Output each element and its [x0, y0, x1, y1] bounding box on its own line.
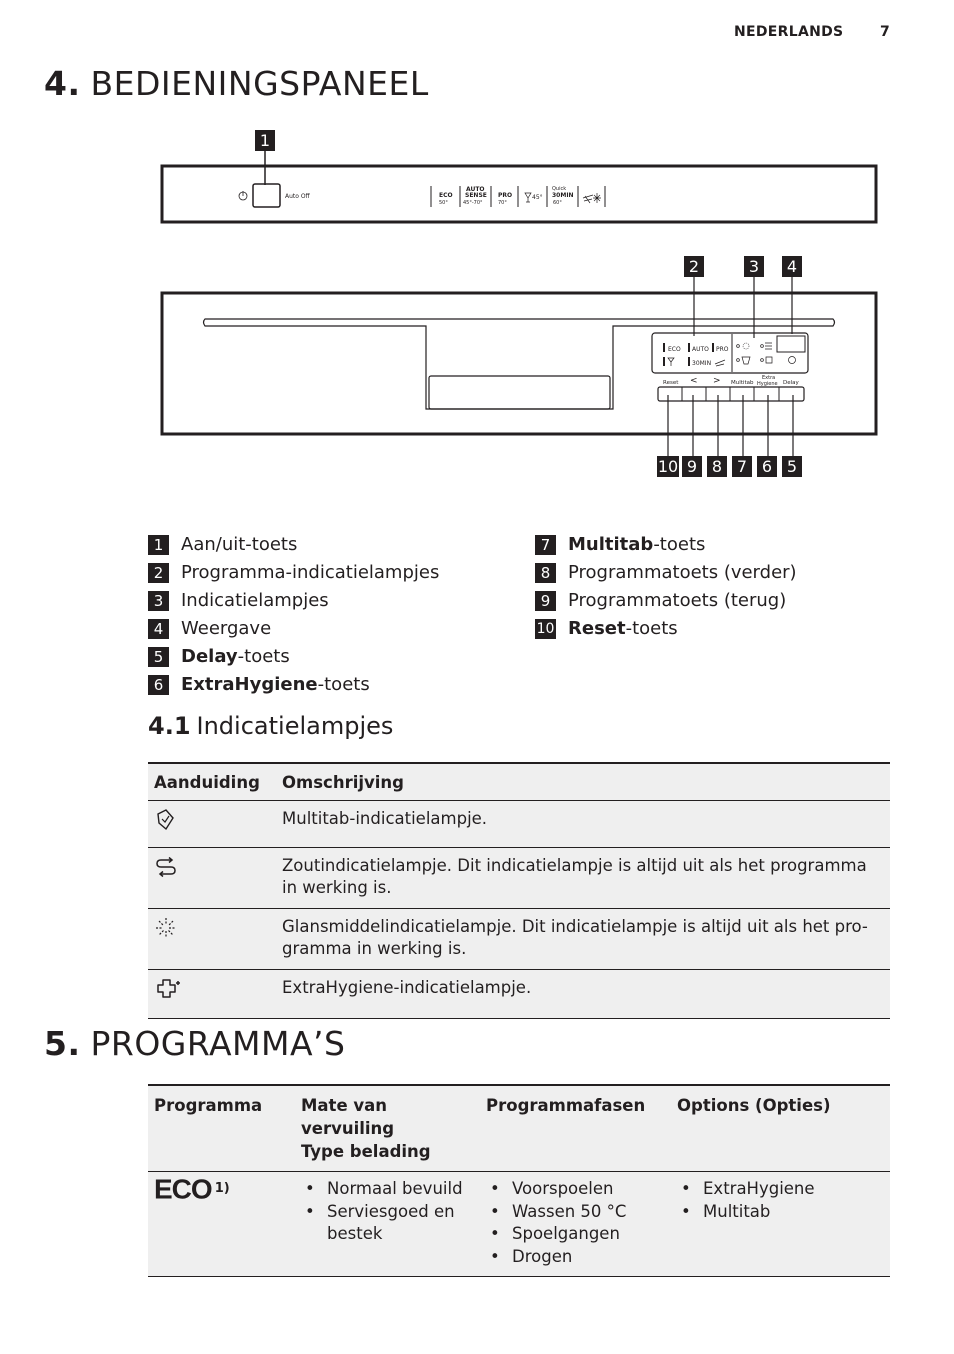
legend-item: 4 Weergave: [148, 615, 439, 643]
program-table: [148, 1084, 890, 1277]
header-language: NEDERLANDS: [734, 24, 844, 40]
column-header: [295, 1085, 480, 1172]
table-row: [148, 801, 890, 848]
list-item: • ExtraHygiene: [677, 1178, 884, 1201]
svg-text:30MIN: 30MIN: [552, 192, 574, 199]
rinse-aid-icon: [154, 916, 178, 940]
callout-8: 8: [707, 456, 727, 477]
svg-text:50°: 50°: [439, 200, 448, 206]
table-row: [148, 848, 890, 909]
auto-off-label: Auto Off: [285, 193, 310, 200]
footnote-marker: 1): [214, 1181, 230, 1196]
callout-3: 3: [744, 256, 764, 277]
column-header: Aanduiding: [148, 763, 276, 801]
list-item: • Spoelgangen: [486, 1223, 665, 1246]
list-item: • Wassen 50 °C: [486, 1201, 665, 1224]
table-row: [148, 970, 890, 1019]
column-header: Omschrijving: [276, 763, 890, 801]
panel-delay-label: Delay: [783, 380, 799, 386]
asterisk-icon: [593, 193, 601, 203]
panel-multitab-label: Multitab: [731, 380, 754, 386]
svg-text:SENSE: SENSE: [465, 192, 487, 199]
panel-hygiene-label: Hygiene: [757, 381, 778, 387]
callout-10: 10: [657, 457, 679, 476]
table-row: [148, 909, 890, 970]
panel-reset-label: Reset: [663, 380, 679, 386]
legend-item: 9 Programmatoets (terug): [535, 587, 797, 615]
indicator-description: Multitab-indicatielampje.: [276, 801, 890, 848]
control-panel-top-diagram: [0, 0, 954, 240]
list-item: • Drogen: [486, 1246, 665, 1269]
glass-icon: [525, 193, 531, 202]
svg-text:70°: 70°: [498, 200, 507, 206]
handle-recess: [429, 376, 610, 409]
indicator-description: Glansmiddelindicatielampje. Dit indicatielampje is altijd uit als het pro-gramma in werking is.: [276, 909, 890, 970]
legend-item: 5 Delay -toets: [148, 643, 439, 671]
legend-item: 7 Multitab -toets: [535, 531, 797, 559]
legend-item: 2 Programma-indicatielampjes: [148, 559, 439, 587]
legend-item: 8 Programmatoets (verder): [535, 559, 797, 587]
panel-extra-label: Extra: [762, 375, 776, 381]
panel-forward-label: >: [713, 376, 721, 386]
indicator-table: [148, 762, 890, 1019]
indicator-description: Zoutindicatielampje. Dit indicatielampje is altijd uit als het programma in werking is.: [276, 848, 890, 909]
panel-eco-label: ECO: [668, 346, 681, 353]
callout-5: 5: [782, 456, 802, 477]
prog-auto-label: AUTO: [466, 186, 485, 193]
legend-right: [535, 531, 797, 643]
control-panel-inner-diagram: [0, 270, 954, 460]
legend-left: [148, 531, 439, 699]
section-5-title: PROGRAMMA’S: [90, 1024, 346, 1063]
panel-pro-label: PRO: [716, 346, 729, 353]
list-item: • Voorspoelen: [486, 1178, 665, 1201]
table-row: [148, 1172, 890, 1277]
list-item: • Multitab: [677, 1201, 884, 1224]
page-number: 7: [880, 24, 890, 40]
callout-1: 1: [255, 130, 275, 151]
legend-item: 6 ExtraHygiene -toets: [148, 671, 439, 699]
multitab-icon: [154, 808, 176, 832]
callout-4: 4: [782, 256, 802, 277]
eco-program-label: ECO: [154, 1173, 212, 1205]
on-off-button-shape: [253, 184, 280, 207]
section-4-1-heading: [148, 712, 393, 740]
panel-outline-top: [162, 166, 876, 222]
dishes-icon: [583, 195, 593, 203]
svg-text:45°-70°: 45°-70°: [463, 200, 483, 206]
section-4-1-number: 4.1: [148, 712, 191, 740]
column-header: Programmafasen: [480, 1085, 671, 1172]
section-4-1-title: Indicatielampjes: [196, 712, 394, 740]
salt-icon: [154, 855, 178, 879]
display-window: [777, 336, 805, 352]
section-4-number: 4.: [44, 64, 81, 103]
panel-outline-inner: [162, 293, 876, 434]
section-5-heading: [44, 1024, 346, 1063]
callout-6: 6: [757, 456, 777, 477]
column-header: Programma: [148, 1085, 295, 1172]
svg-text:60°: 60°: [553, 200, 562, 206]
callout-7: 7: [732, 456, 752, 477]
indicator-description: ExtraHygiene-indicatielampje.: [276, 970, 890, 1019]
indicator-panel: [652, 333, 808, 373]
column-header: Options (Opties): [671, 1085, 890, 1172]
section-5-number: 5.: [44, 1024, 81, 1063]
legend-item: 3 Indicatielampjes: [148, 587, 439, 615]
list-item: • Normaal bevuild: [301, 1178, 474, 1201]
panel-30min-label: 30MIN: [692, 360, 712, 367]
prog-quick-label: Quick: [552, 186, 567, 192]
button-strip: [658, 387, 804, 401]
extrahygiene-icon: [154, 977, 182, 1003]
section-4-title: BEDIENINGSPANEEL: [90, 64, 429, 103]
column-header-line: Mate van vervuiling: [301, 1096, 395, 1138]
legend-item: 10 Reset -toets: [536, 618, 678, 639]
options-list: [677, 1178, 884, 1223]
prog-pro-label: PRO: [498, 192, 513, 199]
panel-back-label: <: [690, 376, 698, 386]
panel-auto-label: AUTO: [692, 346, 709, 353]
soil-list: [301, 1178, 474, 1246]
phases-list: [486, 1178, 665, 1268]
callout-2: 2: [684, 256, 704, 277]
prog-45-label: 45°: [532, 194, 543, 201]
column-header-line: Type belading: [301, 1142, 431, 1161]
list-item: • Serviesgoed en bestek: [301, 1201, 474, 1246]
prog-eco-label: ECO: [439, 192, 453, 199]
legend-item: 1 Aan/uit-toets: [148, 531, 439, 559]
callout-9: 9: [682, 456, 702, 477]
